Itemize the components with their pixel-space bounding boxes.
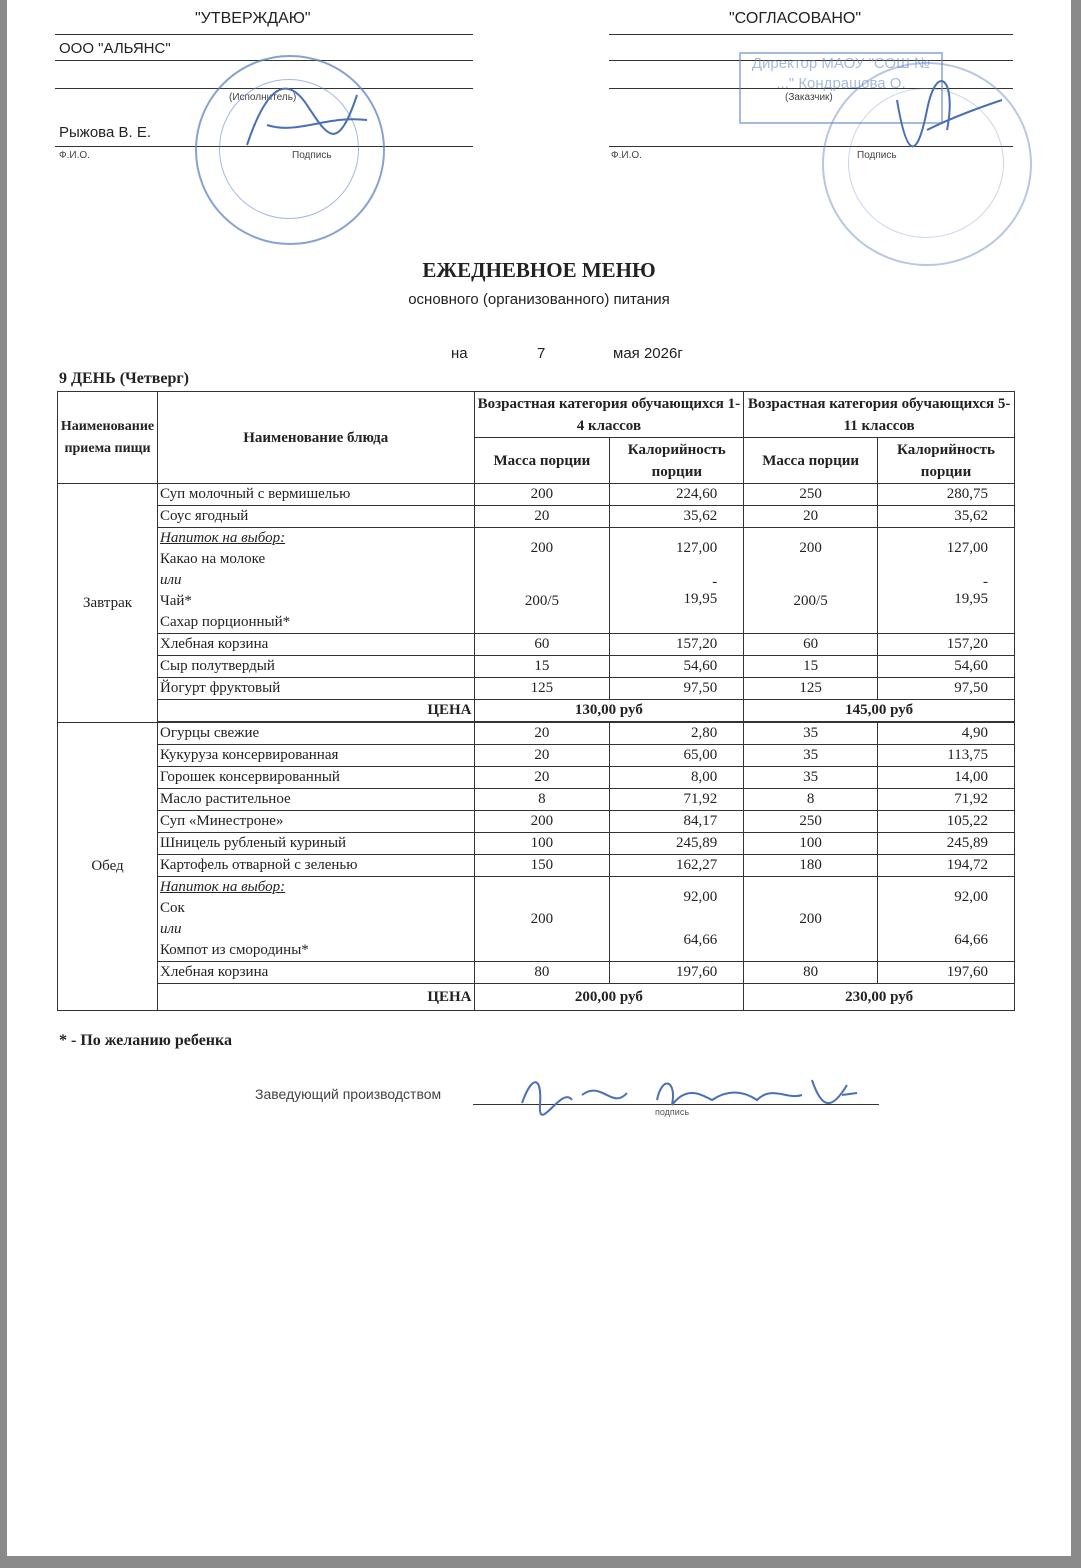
- divider: [55, 34, 473, 35]
- kcal-value: 224,60: [610, 484, 744, 506]
- menu-table: [57, 391, 1015, 1011]
- executor-name: Рыжова В. Е.: [59, 124, 151, 141]
- or-label: или: [159, 572, 182, 588]
- mass-value: 250: [744, 484, 878, 506]
- kcal-value: 8,00: [610, 767, 744, 789]
- kcal-value: 105,22: [878, 811, 1015, 833]
- mass-value: 200: [799, 540, 822, 556]
- drink-choice-cell: [157, 877, 474, 962]
- mass-value: 180: [744, 855, 878, 877]
- manager-signature: [512, 1065, 872, 1125]
- kcal-value: 19,95: [683, 591, 718, 607]
- day-label: 9 ДЕНЬ (Четверг): [59, 370, 189, 387]
- kcal-value-cell: [878, 528, 1015, 634]
- dish-name: Сахар порционный*: [159, 614, 291, 630]
- mass-value: 20: [474, 723, 610, 745]
- kcal-value: 84,17: [610, 811, 744, 833]
- group2-header: Возрастная категория обучающихся 5-11 классов: [744, 392, 1015, 438]
- mass-value: 200: [744, 877, 878, 962]
- sign-label-left: Подпись: [292, 150, 332, 161]
- kcal-value: 35,62: [610, 506, 744, 528]
- kcal-header: Калорийность порции: [610, 438, 744, 484]
- mass-value: 125: [474, 678, 610, 700]
- signature-right: [877, 70, 1007, 180]
- mass-value: 200/5: [793, 593, 828, 609]
- kcal-value-cell: [610, 528, 744, 634]
- mass-value: 200: [474, 877, 610, 962]
- date-month-year: мая 2026г: [613, 345, 683, 362]
- kcal-value: 157,20: [610, 634, 744, 656]
- document-title: ЕЖЕДНЕВНОЕ МЕНЮ: [422, 258, 656, 282]
- kcal-value: 92,00: [683, 889, 718, 905]
- mass-value: 250: [744, 811, 878, 833]
- kcal-value: 64,66: [683, 932, 718, 948]
- kcal-value: 71,92: [610, 789, 744, 811]
- kcal-value: 65,00: [610, 745, 744, 767]
- mass-value: 20: [474, 767, 610, 789]
- price-value: 130,00 руб: [474, 700, 744, 722]
- price-value: 200,00 руб: [474, 984, 744, 1011]
- director-stamp-text: Директор МАОУ "СОШ № ..." Кондрашова О.: [751, 55, 931, 92]
- dish-name: Йогурт фруктовый: [157, 678, 474, 700]
- kcal-value: 197,60: [878, 962, 1015, 984]
- price-value: 230,00 руб: [744, 984, 1015, 1011]
- dish-name: Компот из смородины*: [159, 942, 309, 958]
- group1-header: Возрастная категория обучающихся 1-4 классов: [474, 392, 744, 438]
- dish-name: Сыр полутвердый: [157, 656, 474, 678]
- mass-value: 200: [474, 484, 610, 506]
- dish-col-header: Наименование блюда: [157, 392, 474, 484]
- or-label: или: [159, 921, 182, 937]
- drink-choice-header: Напиток на выбор:: [159, 530, 286, 546]
- kcal-header: Калорийность порции: [878, 438, 1015, 484]
- mass-value: 100: [474, 833, 610, 855]
- signature-left: [227, 65, 387, 175]
- date-prefix: на: [451, 345, 468, 362]
- kcal-value-cell: [878, 877, 1015, 962]
- mass-value: 20: [474, 506, 610, 528]
- manager-label: Заведующий производством: [255, 1086, 442, 1102]
- kcal-value: 162,27: [610, 855, 744, 877]
- kcal-value: 280,75: [878, 484, 1015, 506]
- mass-value: 100: [744, 833, 878, 855]
- kcal-value: 113,75: [878, 745, 1015, 767]
- dish-name: Масло растительное: [157, 789, 474, 811]
- kcal-value: 4,90: [878, 723, 1015, 745]
- dish-name: Хлебная корзина: [157, 962, 474, 984]
- kcal-value: 35,62: [878, 506, 1015, 528]
- customer-role: (Заказчик): [785, 92, 833, 103]
- mass-value: 60: [474, 634, 610, 656]
- mass-value: 200: [530, 540, 554, 556]
- mass-value: 8: [744, 789, 878, 811]
- kcal-value: -: [983, 574, 988, 590]
- mass-value: 60: [744, 634, 878, 656]
- kcal-value: 127,00: [675, 540, 718, 556]
- dish-name: Горошек консервированный: [157, 767, 474, 789]
- mass-value: 8: [474, 789, 610, 811]
- mass-value: 20: [744, 506, 878, 528]
- mass-header: Масса порции: [474, 438, 610, 484]
- drink-choice-header: Напиток на выбор:: [159, 879, 286, 895]
- mass-value: 80: [474, 962, 610, 984]
- mass-value: 20: [474, 745, 610, 767]
- mass-value: 35: [744, 767, 878, 789]
- kcal-value: 71,92: [878, 789, 1015, 811]
- price-label: ЦЕНА: [157, 984, 474, 1011]
- kcal-value: 54,60: [610, 656, 744, 678]
- dish-name: Суп молочный с вермишелью: [157, 484, 474, 506]
- kcal-value: 54,60: [878, 656, 1015, 678]
- kcal-value: 14,00: [878, 767, 1015, 789]
- dish-name: Картофель отварной с зеленью: [157, 855, 474, 877]
- document-page: [7, 0, 1071, 1556]
- kcal-value: 197,60: [610, 962, 744, 984]
- kcal-value: 157,20: [878, 634, 1015, 656]
- org-name: ООО "АЛЬЯНС": [59, 40, 171, 57]
- dish-name: Кукуруза консервированная: [157, 745, 474, 767]
- kcal-value: 97,50: [610, 678, 744, 700]
- mass-header: Масса порции: [744, 438, 878, 484]
- footnote: * - По желанию ребенка: [59, 1032, 232, 1049]
- meal-col-header: Наименование приема пищи: [58, 392, 158, 484]
- kcal-value: 245,89: [610, 833, 744, 855]
- kcal-value-cell: [610, 877, 744, 962]
- kcal-value: 194,72: [878, 855, 1015, 877]
- mass-value-cell: [744, 528, 878, 634]
- meal-lunch: Обед: [58, 723, 158, 1011]
- dish-name: Соус ягодный: [157, 506, 474, 528]
- mass-value: 35: [744, 745, 878, 767]
- dish-name: Шницель рубленый куриный: [157, 833, 474, 855]
- kcal-value: 127,00: [946, 540, 988, 556]
- document-subtitle: основного (организованного) питания: [408, 291, 670, 308]
- signature-caption: подпись: [655, 1107, 690, 1117]
- price-value: 145,00 руб: [744, 700, 1015, 722]
- agree-title: "СОГЛАСОВАНО": [729, 10, 862, 27]
- mass-value: 15: [744, 656, 878, 678]
- drink-choice-cell: [157, 528, 474, 634]
- kcal-value: 64,66: [954, 932, 988, 948]
- dish-name: Суп «Минестроне»: [157, 811, 474, 833]
- fio-label-right: Ф.И.О.: [611, 150, 642, 161]
- meal-breakfast: Завтрак: [58, 484, 158, 723]
- mass-value-cell: [474, 528, 610, 634]
- date-day: 7: [537, 345, 546, 362]
- price-label: ЦЕНА: [157, 700, 474, 722]
- dish-name: Сок: [159, 900, 185, 916]
- fio-label-left: Ф.И.О.: [59, 150, 90, 161]
- executor-role: (Исполнитель): [229, 92, 297, 103]
- mass-value: 200/5: [524, 593, 559, 609]
- dish-name: Какао на молоке: [159, 551, 266, 567]
- mass-value: 35: [744, 723, 878, 745]
- divider: [609, 34, 1013, 35]
- approve-title: "УТВЕРЖДАЮ": [195, 10, 311, 27]
- kcal-value: 2,80: [610, 723, 744, 745]
- mass-value: 200: [474, 811, 610, 833]
- mass-value: 150: [474, 855, 610, 877]
- kcal-value: 97,50: [878, 678, 1015, 700]
- dish-name: Хлебная корзина: [157, 634, 474, 656]
- kcal-value: 19,95: [954, 591, 988, 607]
- sign-label-right: Подпись: [857, 150, 897, 161]
- mass-value: 80: [744, 962, 878, 984]
- mass-value: 15: [474, 656, 610, 678]
- kcal-value: -: [712, 574, 718, 590]
- kcal-value: 245,89: [878, 833, 1015, 855]
- dish-name: Огурцы свежие: [157, 723, 474, 745]
- mass-value: 125: [744, 678, 878, 700]
- kcal-value: 92,00: [954, 889, 988, 905]
- dish-name: Чай*: [159, 593, 192, 609]
